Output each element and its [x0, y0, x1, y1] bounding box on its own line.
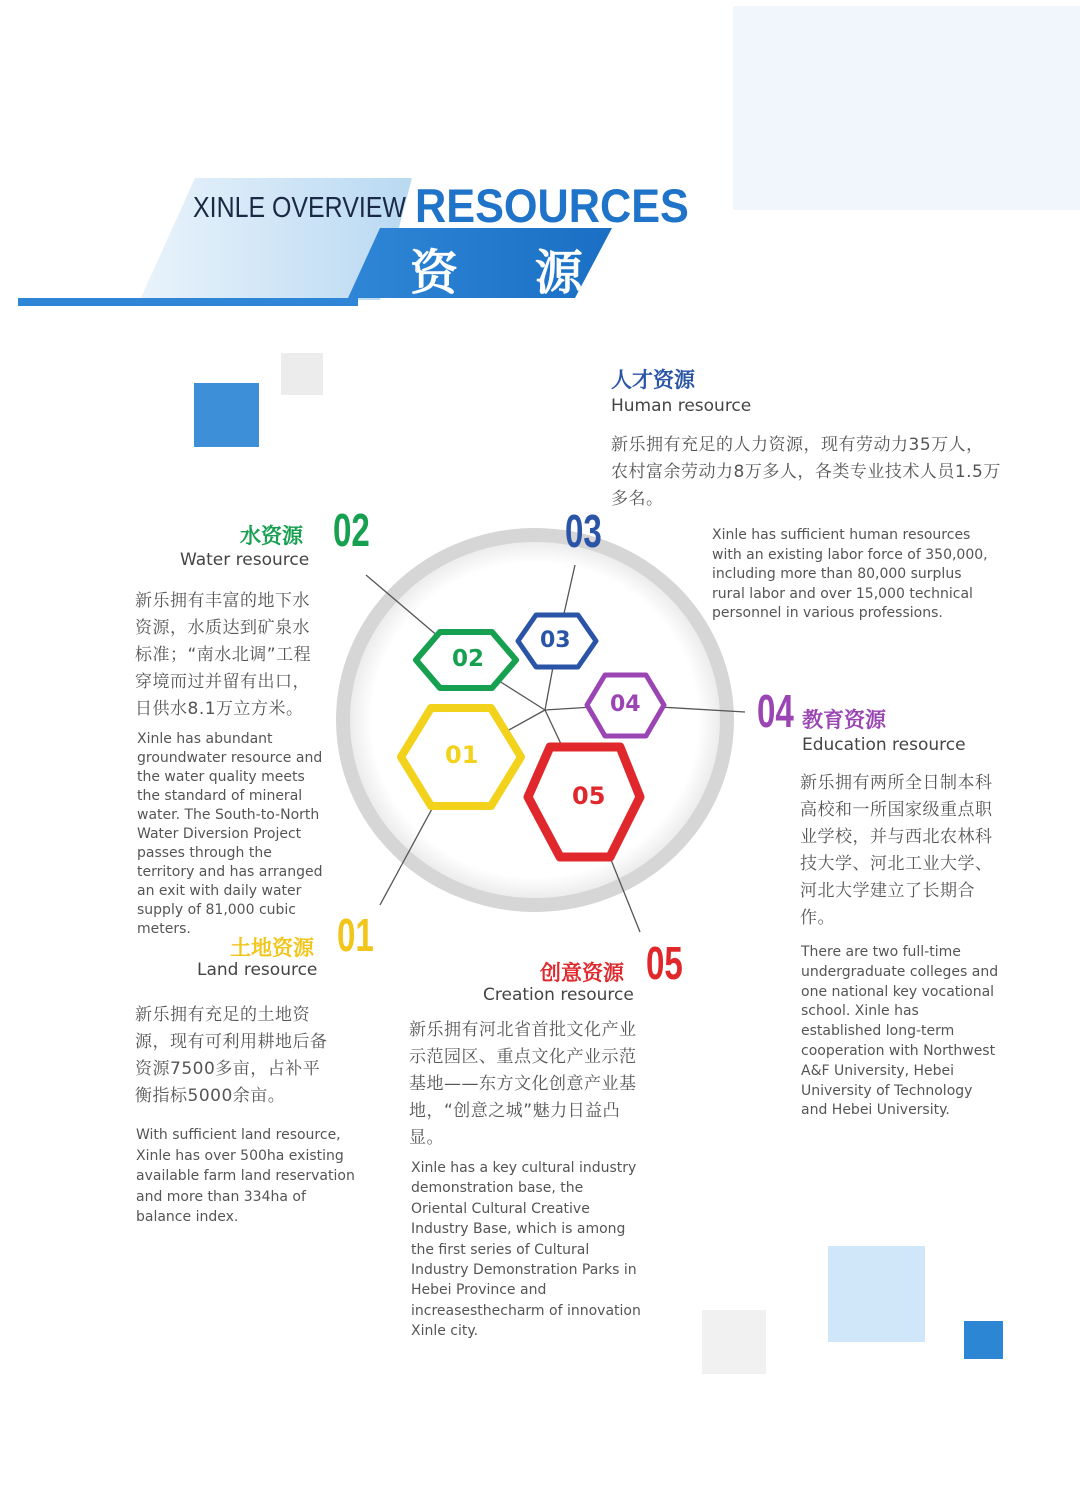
water-number: 02	[333, 504, 370, 556]
hex-04-label: 04	[610, 692, 641, 717]
header-cn-title: 资 源	[410, 245, 613, 301]
human-en-text: Xinle has sufficient human resources with an existing labor force of 350,000, including more than 80,000 surplus rural labor and over 15,000 technical personnel in various professions.	[712, 527, 988, 621]
header-overview-label: XINLE OVERVIEW	[193, 192, 406, 224]
human-en-title: Human resource	[611, 396, 752, 416]
water-en-title: Water resource	[180, 550, 310, 570]
human-cn-title: 人才资源	[611, 368, 695, 392]
hex-03-label: 03	[540, 628, 571, 653]
water-cn-text: 新乐拥有丰富的地下水资源，水质达到矿泉水标准；“南水北调”工程穿境而过并留有出口，日供水8.1万立方米。	[135, 591, 312, 719]
land-en-title: Land resource	[197, 960, 318, 980]
land-en-text: With sufficient land resource, Xinle has over 500ha existing available farm land reservation and more than 334ha of balance index.	[136, 1127, 355, 1225]
human-cn-text: 新乐拥有充足的人力资源，现有劳动力35万人，农村富余劳动力8万多人，各类专业技术人员1.5万多名。	[611, 435, 1001, 509]
land-cn-title: 土地资源	[230, 936, 314, 960]
education-en-text: There are two full-time undergraduate colleges and one national key vocational school. Xinle has established long-term cooperation with Northwest A&F University, Hebei University of Technology and Hebei University.	[801, 944, 999, 1119]
education-en-title: Education resource	[802, 735, 966, 755]
land-number: 01	[337, 909, 374, 961]
human-number: 03	[565, 505, 602, 557]
water-cn-title: 水资源	[240, 524, 303, 548]
land-cn-text: 新乐拥有充足的土地资源，现有可利用耕地后备资源7500多亩，占补平衡指标5000余亩。	[135, 1005, 328, 1106]
hex-05-label: 05	[572, 782, 606, 810]
creation-en-text: Xinle has a key cultural industry demonstration base, the Oriental Cultural Creative Industry Base, which is among the first series of Cultural Industry Demonstration Parks in Hebei Province and increasesthecharm of innovation Xinle city.	[411, 1160, 641, 1340]
creation-cn-title: 创意资源	[540, 961, 624, 985]
water-en-text: Xinle has abundant groundwater resource and the water quality meets the standard of mineral water. The South-to-North Water Diversion Project passes through the territory and has arranged an exit with daily water supply of 81,000 cubic meters.	[137, 731, 323, 937]
hex-01-label: 01	[445, 741, 479, 769]
education-cn-text: 新乐拥有两所全日制本科高校和一所国家级重点职业学校，并与西北农林科技大学、河北工业大学、河北大学建立了长期合作。	[800, 773, 993, 928]
education-cn-title: 教育资源	[802, 708, 886, 732]
education-number: 04	[757, 685, 794, 737]
header-resources-label: RESOURCES	[415, 179, 689, 232]
creation-number: 05	[646, 937, 683, 989]
creation-en-title: Creation resource	[483, 985, 634, 1005]
creation-cn-text: 新乐拥有河北省首批文化产业示范园区、重点文化产业示范基地——东方文化创意产业基地，“创意之城”魅力日益凸显。	[409, 1020, 637, 1148]
hex-02-label: 02	[452, 646, 485, 672]
diagram-ring	[343, 535, 727, 905]
